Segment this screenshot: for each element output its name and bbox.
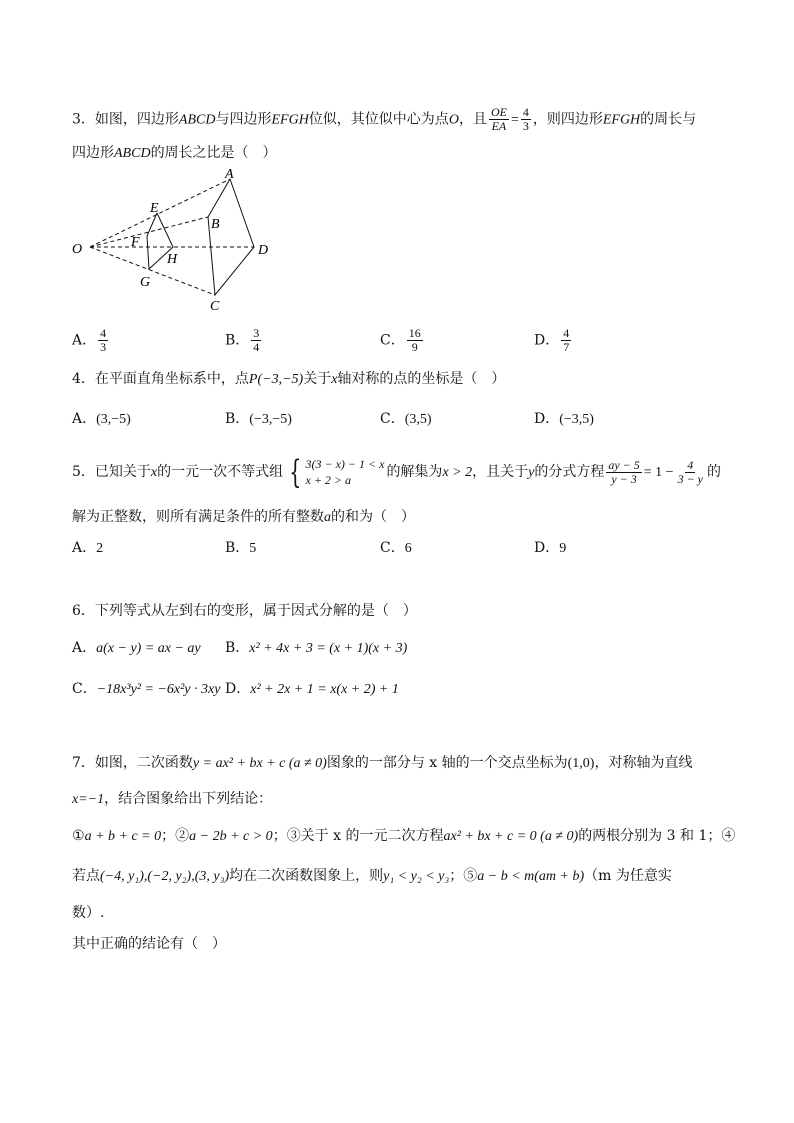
q3-text: 的周长之比是（ ）	[150, 145, 277, 161]
quad-abcd	[208, 179, 254, 295]
label-h: H	[167, 252, 178, 267]
ray-oa	[90, 179, 230, 247]
q4-option-c[interactable]: C．(3,5)	[380, 411, 432, 427]
q5-option-c[interactable]: C．6	[380, 540, 412, 556]
label-d: D	[258, 243, 269, 258]
label-e: E	[150, 201, 159, 216]
q6-option-a[interactable]: A．a(x − y) = ax − ay	[72, 640, 201, 656]
q3-equals: =	[510, 112, 519, 128]
q3-text: 如图，四边形	[94, 111, 179, 128]
label-g: G	[140, 275, 151, 290]
q5-option-d[interactable]: D．9	[534, 540, 567, 556]
q3-number: 3．	[72, 111, 95, 128]
q7-line1: 7．如图，二次函数y = ax² + bx + c (a ≠ 0)图象的一部分与 x 轴的一个交点坐标为(1,0)，对称轴为直线	[72, 755, 693, 771]
q5-fraction-2: $\frac{4}{3 - y}$	[677, 457, 703, 486]
q7-line5: 数）.	[72, 905, 105, 921]
q7-line6: 其中正确的结论有（ ）	[72, 936, 226, 952]
q3-line2	[72, 143, 732, 164]
q3-ratio-fraction: $\frac{OE}{EA}$	[490, 105, 507, 133]
q5-line2: 解为正整数，则所有满足条件的所有整数a的和为（ ）	[72, 509, 415, 525]
q3-efgh: EFGH	[271, 112, 309, 128]
q3-value-fraction: $\frac{4}{3}$	[522, 105, 529, 133]
q4-option-d[interactable]: D．(−3,5)	[534, 411, 594, 427]
homothety-figure	[60, 165, 290, 315]
q3-text: ，则四边形	[532, 111, 603, 128]
q4-point: P(−3,−5)	[248, 372, 304, 387]
q3-text: 四边形	[72, 145, 114, 161]
q3-efgh: EFGH	[602, 112, 641, 128]
q4-option-a[interactable]: A．(3,−5)	[72, 411, 131, 427]
q6-option-c[interactable]: C．−18x³y² = −6x²y · 3xy	[72, 681, 221, 697]
q3-option-c[interactable]: C． $\frac{16}{9}$	[380, 326, 421, 354]
q3-option-d[interactable]: D． $\frac{4}{7}$	[534, 326, 570, 354]
q4-option-b[interactable]: B．(−3,−5)	[225, 411, 292, 427]
q5-option-b[interactable]: B．5	[225, 540, 257, 556]
ray-oc	[90, 247, 215, 295]
label-f: F	[131, 235, 140, 250]
q3-text: 的周长与	[640, 111, 697, 128]
q3-abcd: ABCD	[178, 112, 216, 128]
label-c: C	[210, 299, 220, 314]
q5-line1: 5．已知关于x的一元一次不等式组 { 3(3 − x) − 1 < x x + 2 > a 的解集为x > 2，且关于y的分式方程 $\frac{ay - 5}{y - 3}$ = 1 − $\frac{4}{3 - y}$ 的	[72, 453, 721, 491]
q3-option-a[interactable]: A． $\frac{4}{3}$	[72, 326, 107, 354]
q6-stem: 6．下列等式从左到右的变形，属于因式分解的是（ ）	[72, 603, 417, 619]
q7-line3: ①a + b + c = 0；②a − 2b + c > 0；③关于 x 的一元二次方程ax² + bx + c = 0 (a ≠ 0)的两根分别为 3 和 1；④	[72, 828, 736, 844]
q3-text: 位似，其位似中心为点	[308, 111, 449, 128]
q3-abcd: ABCD	[114, 146, 151, 161]
label-a: A	[225, 167, 234, 182]
q3-text: 与四边形	[215, 111, 272, 128]
q5-inequality-system: { 3(3 − x) − 1 < x x + 2 > a	[289, 453, 385, 491]
q3-o: O	[448, 112, 459, 128]
q3-line1	[72, 106, 732, 133]
q7-line2: x=−1，结合图象给出下列结论：	[72, 791, 273, 807]
q5-fraction-1: $\frac{ay - 5}{y - 3}$	[608, 457, 640, 486]
q6-option-d[interactable]: D．x² + 2x + 1 = x(x + 2) + 1	[225, 681, 399, 697]
q3-option-b[interactable]: B． $\frac{3}{4}$	[225, 326, 260, 354]
q3-text: ，且	[458, 111, 487, 128]
label-o: O	[72, 242, 83, 257]
q5-option-a[interactable]: A．2	[72, 540, 104, 556]
q7-line4: 若点(−4, y₁),(−2, y₂),(3, y₃)均在二次函数图象上，则y₁ < y₂ < y₃；⑤a − b < m(am + b)（m 为任意实	[72, 868, 672, 884]
q6-option-b[interactable]: B．x² + 4x + 3 = (x + 1)(x + 3)	[225, 640, 408, 656]
label-b: B	[211, 217, 220, 232]
q4-stem: 4．在平面直角坐标系中，点P(−3,−5)关于x轴对称的点的坐标是（ ）	[72, 371, 506, 387]
